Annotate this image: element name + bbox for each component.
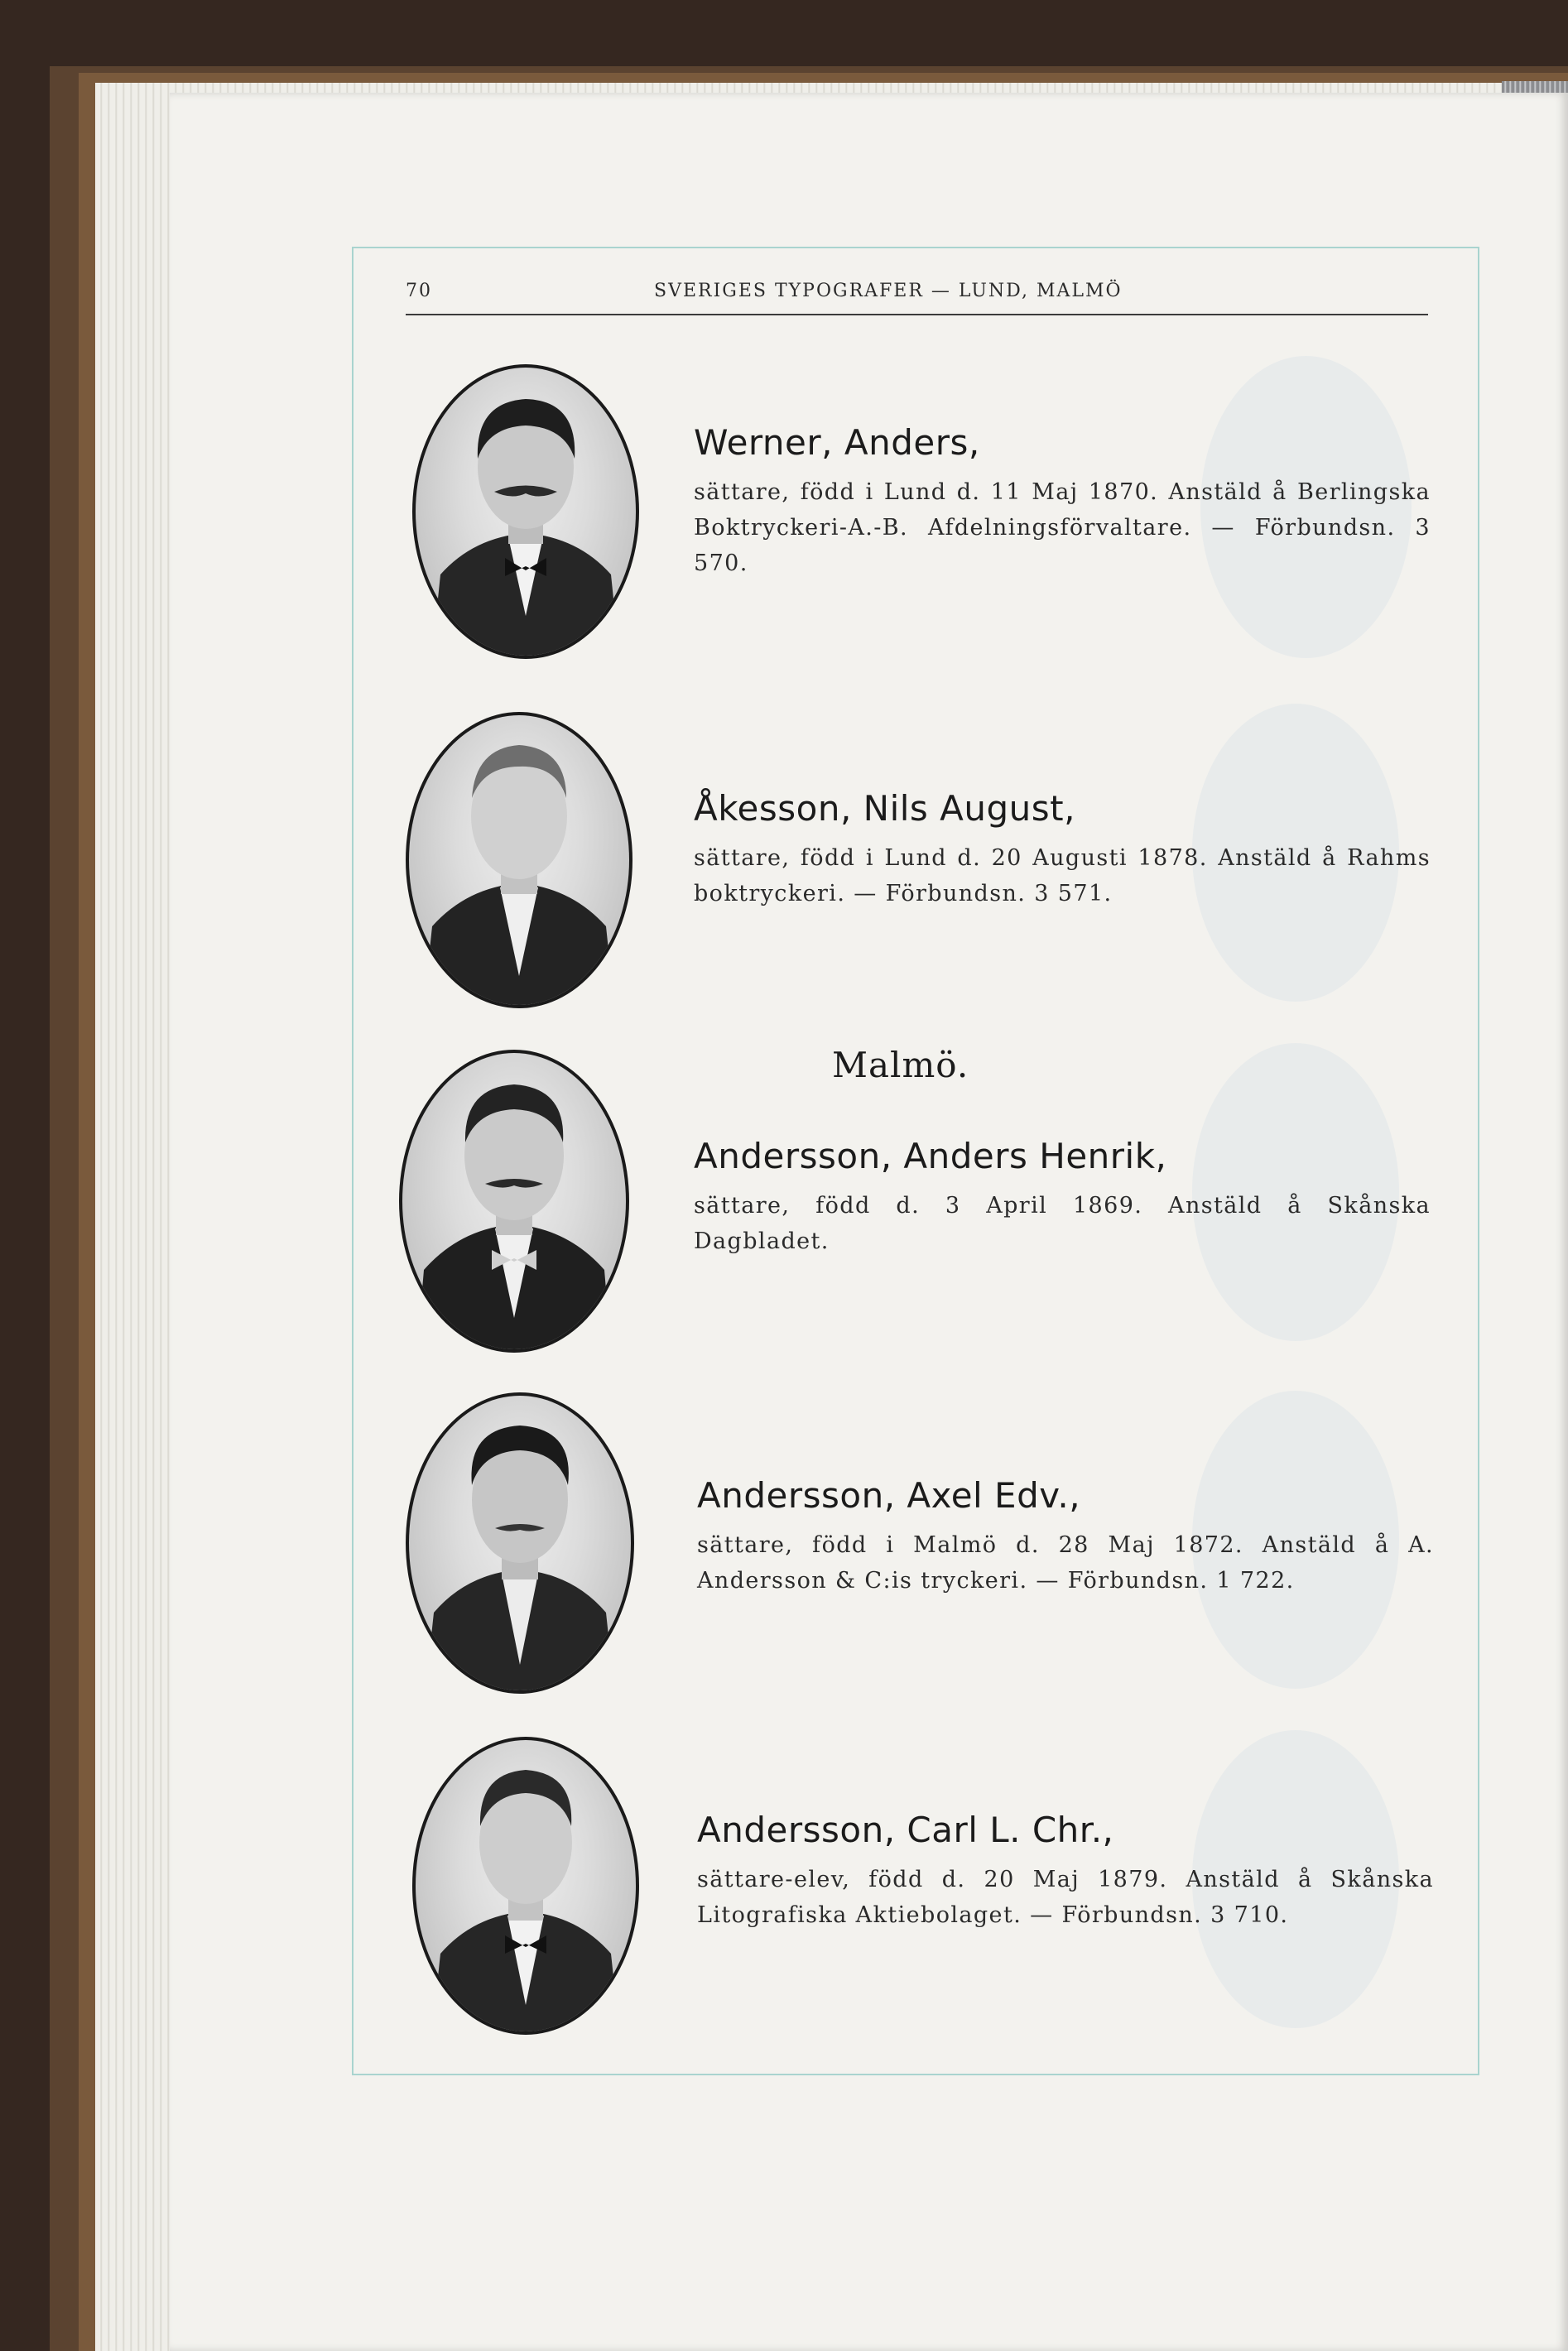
biography-entry xyxy=(694,422,1431,582)
biography-entry xyxy=(697,1810,1434,1933)
page-header xyxy=(406,276,1428,315)
section-title: Malmö. xyxy=(832,1045,969,1085)
entry-name: Andersson, Carl L. Chr., xyxy=(697,1810,1114,1850)
portrait-figure-icon xyxy=(409,1396,631,1690)
portrait-photo xyxy=(399,1050,629,1353)
page-number: 70 xyxy=(406,281,432,301)
entry-name: Andersson, Anders Henrik, xyxy=(694,1136,1167,1176)
portrait-photo xyxy=(406,1392,634,1694)
biography-entry xyxy=(694,1136,1431,1259)
biography-entry xyxy=(694,788,1431,911)
entry-text: sättare-elev, född d. 20 Maj 1879. Anstäld å Skånska Litografiska Aktiebolaget. — Förbundsn. 3 710. xyxy=(697,1867,1434,1929)
biography-entry xyxy=(697,1475,1434,1599)
portrait-figure-icon xyxy=(416,368,636,656)
entry-text: sättare, född d. 3 April 1869. Anstäld å Skånska Dagbladet. xyxy=(694,1193,1431,1255)
entry-name: Andersson, Axel Edv., xyxy=(697,1475,1081,1516)
portrait-photo xyxy=(412,1737,639,2035)
running-title: SVERIGES TYPOGRAFER — LUND, MALMÖ xyxy=(654,281,1123,301)
entry-text: sättare, född i Lund d. 20 Augusti 1878. Anstäld å Rahms boktryckeri. — Förbundsn. 3 571. xyxy=(694,845,1431,907)
portrait-photo xyxy=(412,364,639,659)
entry-text: sättare, född i Malmö d. 28 Maj 1872. Anstäld å A. Andersson & C:is tryckeri. — Förbundsn. 1 722. xyxy=(697,1532,1434,1594)
portrait-figure-icon xyxy=(402,1053,626,1349)
entry-text: sättare, född i Lund d. 11 Maj 1870. Anstäld å Berlingska Boktryckeri-A.-B. Afdelningsförvaltare. — Förbundsn. 3 570. xyxy=(694,479,1431,577)
entry-name: Werner, Anders, xyxy=(694,422,980,463)
portrait-figure-icon xyxy=(416,1740,636,2031)
entry-name: Åkesson, Nils August, xyxy=(694,788,1075,829)
portrait-figure-icon xyxy=(409,715,629,1005)
portrait-photo xyxy=(406,712,632,1008)
